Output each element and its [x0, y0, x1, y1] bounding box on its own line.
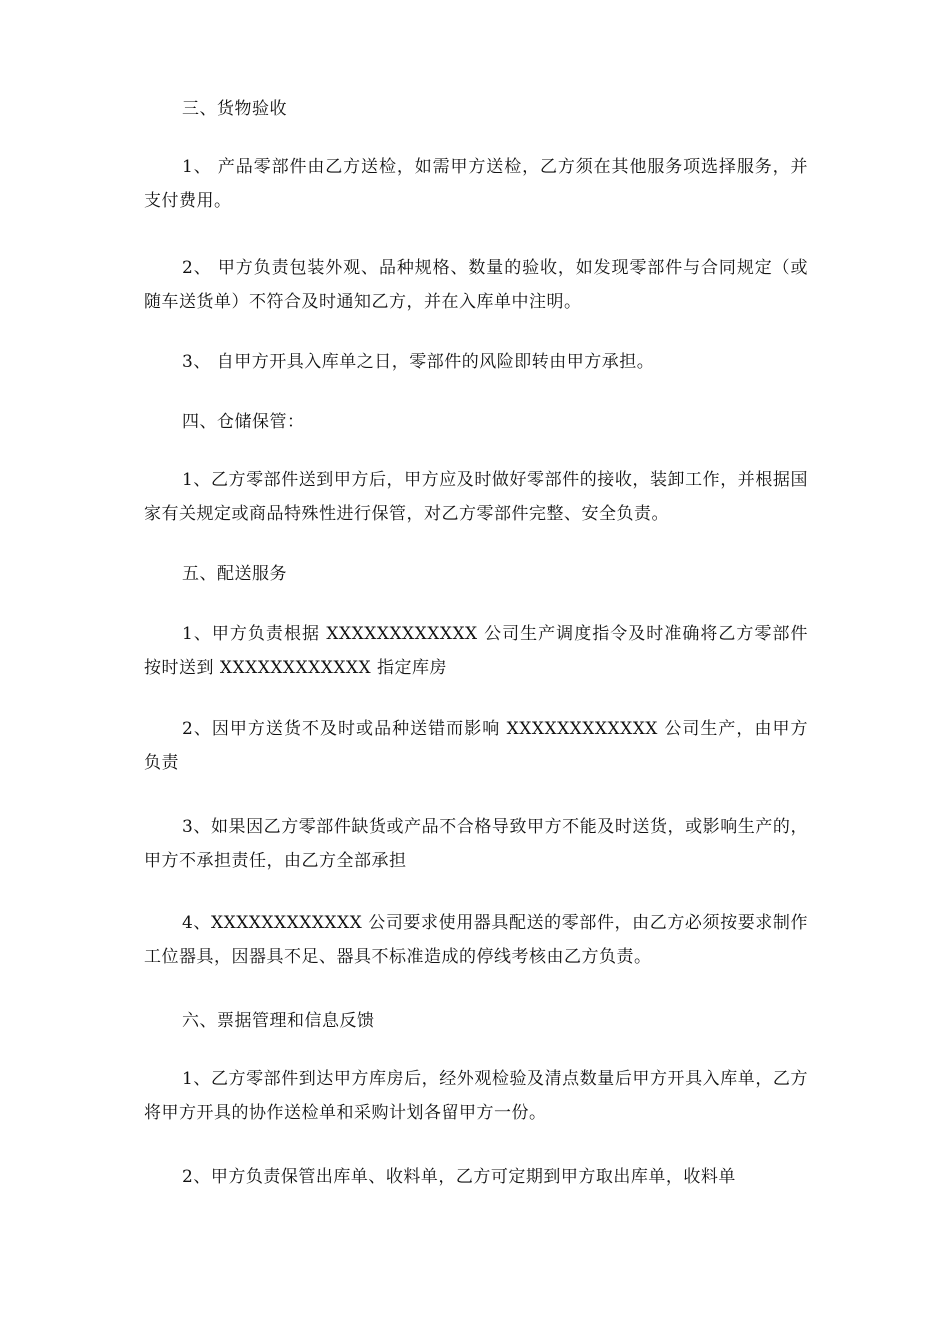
section-heading-storage: 四、仓储保管：	[182, 412, 305, 432]
section-heading-delivery: 五、配送服务	[182, 564, 287, 584]
section-heading-documents: 六、票据管理和信息反馈	[182, 1011, 375, 1031]
paragraph-delivery-3: 3、如果因乙方零部件缺货或产品不合格导致甲方不能及时送货，或影响生产的，甲方不承担责任，由乙方全部承担	[144, 817, 808, 871]
paragraph-storage-1: 1、乙方零部件送到甲方后，甲方应及时做好零部件的接收，装卸工作，并根据国家有关规定或商品特殊性进行保管，对乙方零部件完整、安全负责。	[144, 470, 808, 524]
paragraph-acceptance-1: 1、 产品零部件由乙方送检，如需甲方送检，乙方须在其他服务项选择服务，并支付费用。	[144, 157, 808, 211]
paragraph-documents-2: 2、甲方负责保管出库单、收料单，乙方可定期到甲方取出库单，收料单	[182, 1167, 736, 1187]
paragraph-documents-1: 1、乙方零部件到达甲方库房后，经外观检验及清点数量后甲方开具入库单，乙方将甲方开具的协作送检单和采购计划各留甲方一份。	[144, 1069, 808, 1123]
section-heading-goods-acceptance: 三、货物验收	[182, 99, 287, 119]
paragraph-acceptance-2: 2、 甲方负责包装外观、品种规格、数量的验收，如发现零部件与合同规定（或随车送货单）不符合及时通知乙方，并在入库单中注明。	[144, 258, 808, 312]
paragraph-delivery-2: 2、因甲方送货不及时或品种送错而影响 XXXXXXXXXXXX 公司生产，由甲方负责	[144, 719, 808, 773]
paragraph-delivery-1: 1、甲方负责根据 XXXXXXXXXXXX 公司生产调度指令及时准确将乙方零部件按时送到 XXXXXXXXXXXX 指定库房	[144, 624, 808, 678]
paragraph-delivery-4: 4、XXXXXXXXXXXX 公司要求使用器具配送的零部件，由乙方必须按要求制作工位器具，因器具不足、器具不标准造成的停线考核由乙方负责。	[144, 913, 808, 967]
paragraph-acceptance-3: 3、 自甲方开具入库单之日，零部件的风险即转由甲方承担。	[182, 352, 655, 372]
